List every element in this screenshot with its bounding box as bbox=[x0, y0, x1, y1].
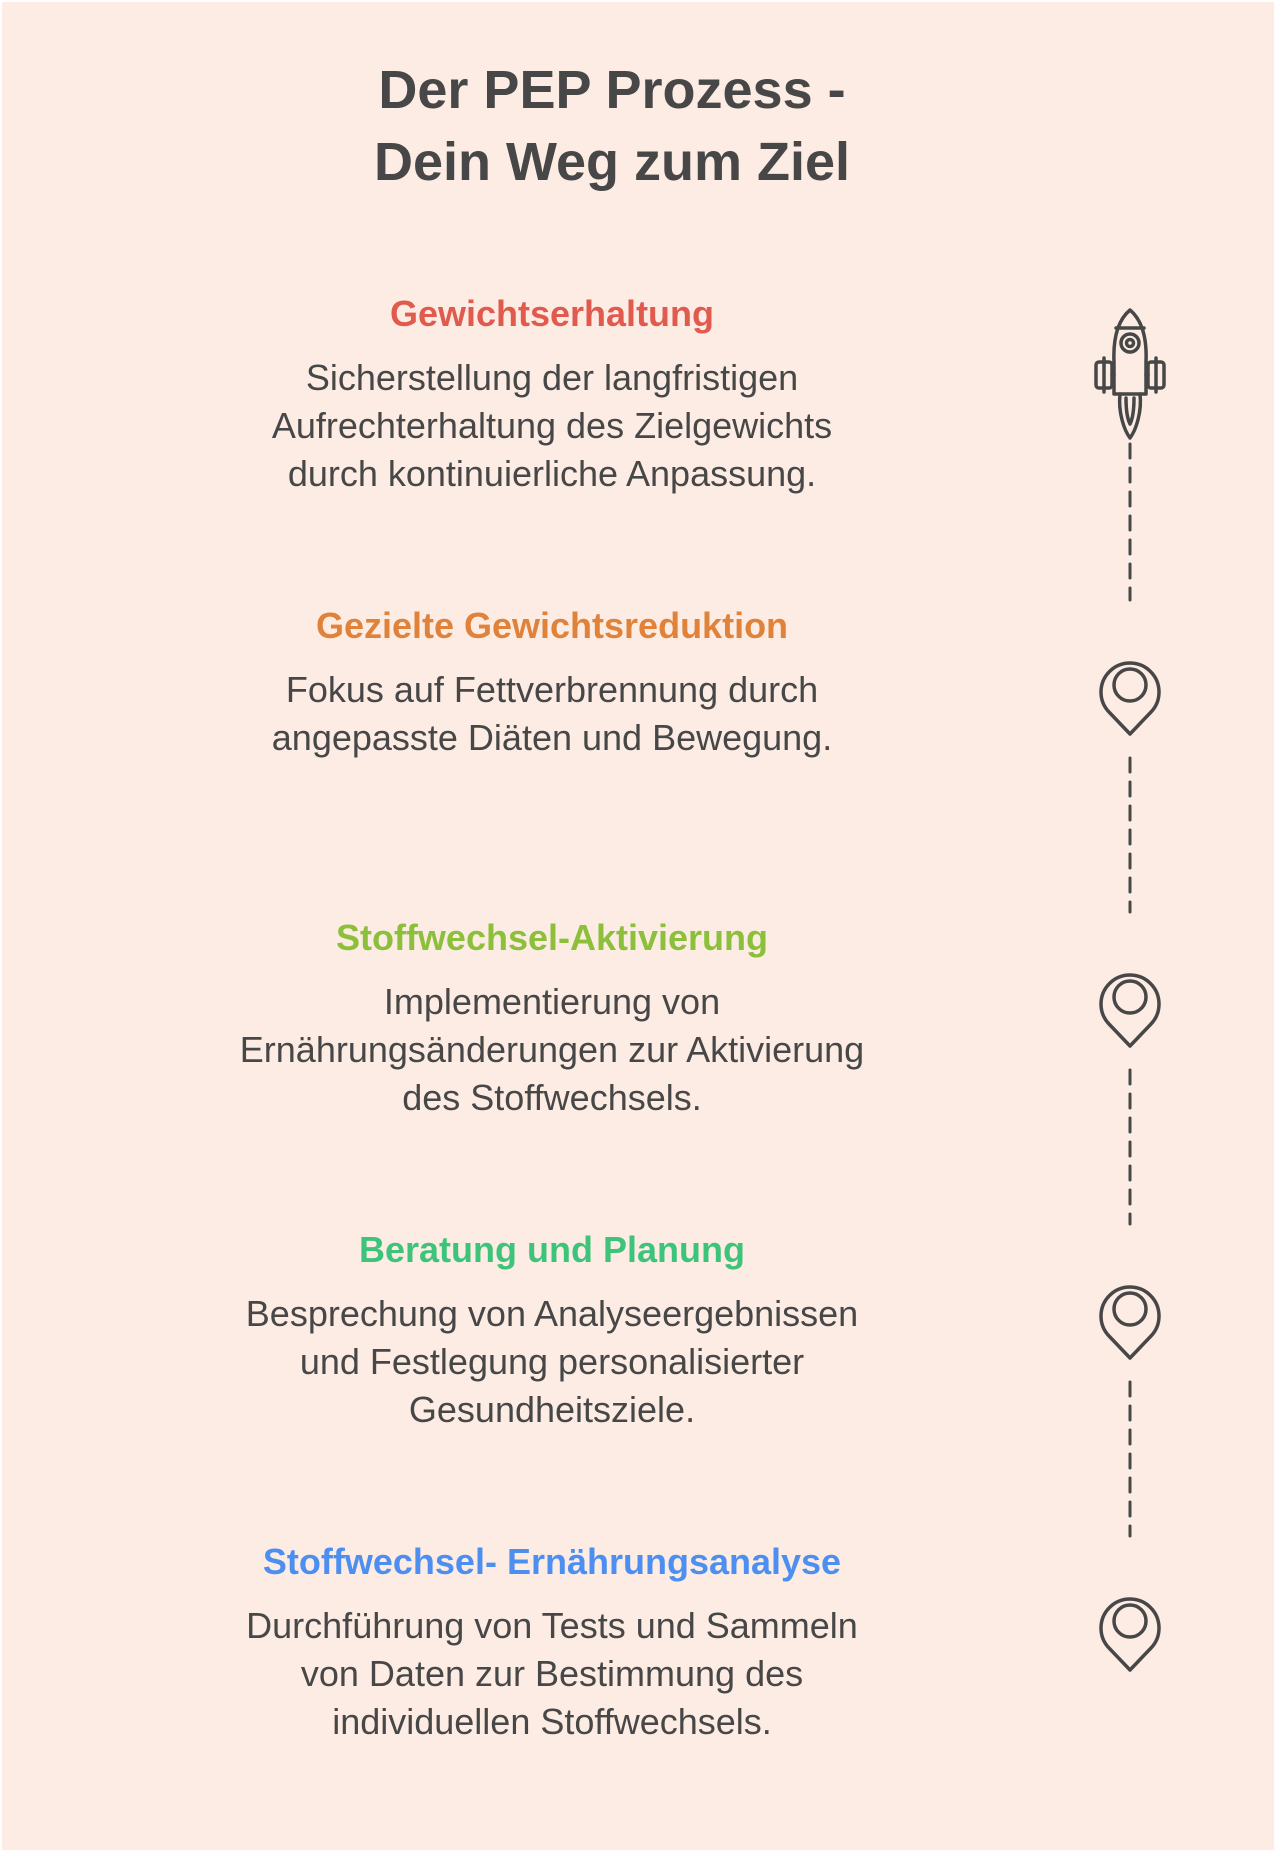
step-ernaehrungsanalyse bbox=[152, 1540, 952, 1746]
step-title: Stoffwechsel- Ernährungsanalyse bbox=[262, 1541, 842, 1582]
step-title: Gezielte Gewichtsreduktion bbox=[315, 605, 789, 646]
step-description-line: des Stoffwechsels. bbox=[402, 1077, 702, 1118]
location-pin-icon bbox=[1101, 1287, 1159, 1358]
step-description-line: angepasste Diäten und Bewegung. bbox=[271, 717, 833, 758]
step-title: Beratung und Planung bbox=[359, 1229, 745, 1270]
step-description-line: Durchführung von Tests und Sammeln bbox=[246, 1605, 858, 1646]
step-description-line: Implementierung von bbox=[383, 981, 721, 1022]
step-description-line: Gesundheitsziele. bbox=[408, 1389, 696, 1430]
step-description-line: Besprechung von Analyseergebnissen bbox=[245, 1293, 859, 1334]
title-line-2: Dein Weg zum Ziel bbox=[373, 132, 851, 192]
step-gezielte-gewichtsreduktion bbox=[152, 604, 952, 762]
rocket-icon bbox=[1096, 310, 1164, 438]
page-title bbox=[2, 54, 1222, 198]
step-description-line: individuellen Stoffwechsels. bbox=[332, 1701, 772, 1742]
location-pin-icon bbox=[1101, 663, 1159, 734]
timeline bbox=[1082, 292, 1182, 1692]
step-description bbox=[152, 354, 952, 498]
title-line-1: Der PEP Prozess - bbox=[378, 60, 846, 120]
step-description-line: durch kontinuierliche Anpassung. bbox=[287, 453, 817, 494]
step-description-line: Aufrechterhaltung des Zielgewichts bbox=[271, 405, 833, 446]
infographic-canvas bbox=[2, 2, 1274, 1850]
step-description-line: Sicherstellung der langfristigen bbox=[305, 357, 799, 398]
step-stoffwechsel-aktivierung bbox=[152, 916, 952, 1122]
step-description-line: Ernährungsänderungen zur Aktivierung bbox=[239, 1029, 865, 1070]
step-title: Stoffwechsel-Aktivierung bbox=[335, 917, 769, 958]
step-beratung-und-planung bbox=[152, 1228, 952, 1434]
step-gewichtserhaltung bbox=[152, 292, 952, 498]
step-description-line: von Daten zur Bestimmung des bbox=[300, 1653, 804, 1694]
step-description bbox=[152, 978, 952, 1122]
step-description bbox=[152, 1290, 952, 1434]
location-pin-icon bbox=[1101, 975, 1159, 1046]
step-description-line: Fokus auf Fettverbrennung durch bbox=[285, 669, 819, 710]
location-pin-icon bbox=[1101, 1599, 1159, 1670]
step-description bbox=[152, 1602, 952, 1746]
step-description-line: und Festlegung personalisierter bbox=[299, 1341, 805, 1382]
step-title: Gewichtserhaltung bbox=[389, 293, 715, 334]
step-description bbox=[152, 666, 952, 762]
